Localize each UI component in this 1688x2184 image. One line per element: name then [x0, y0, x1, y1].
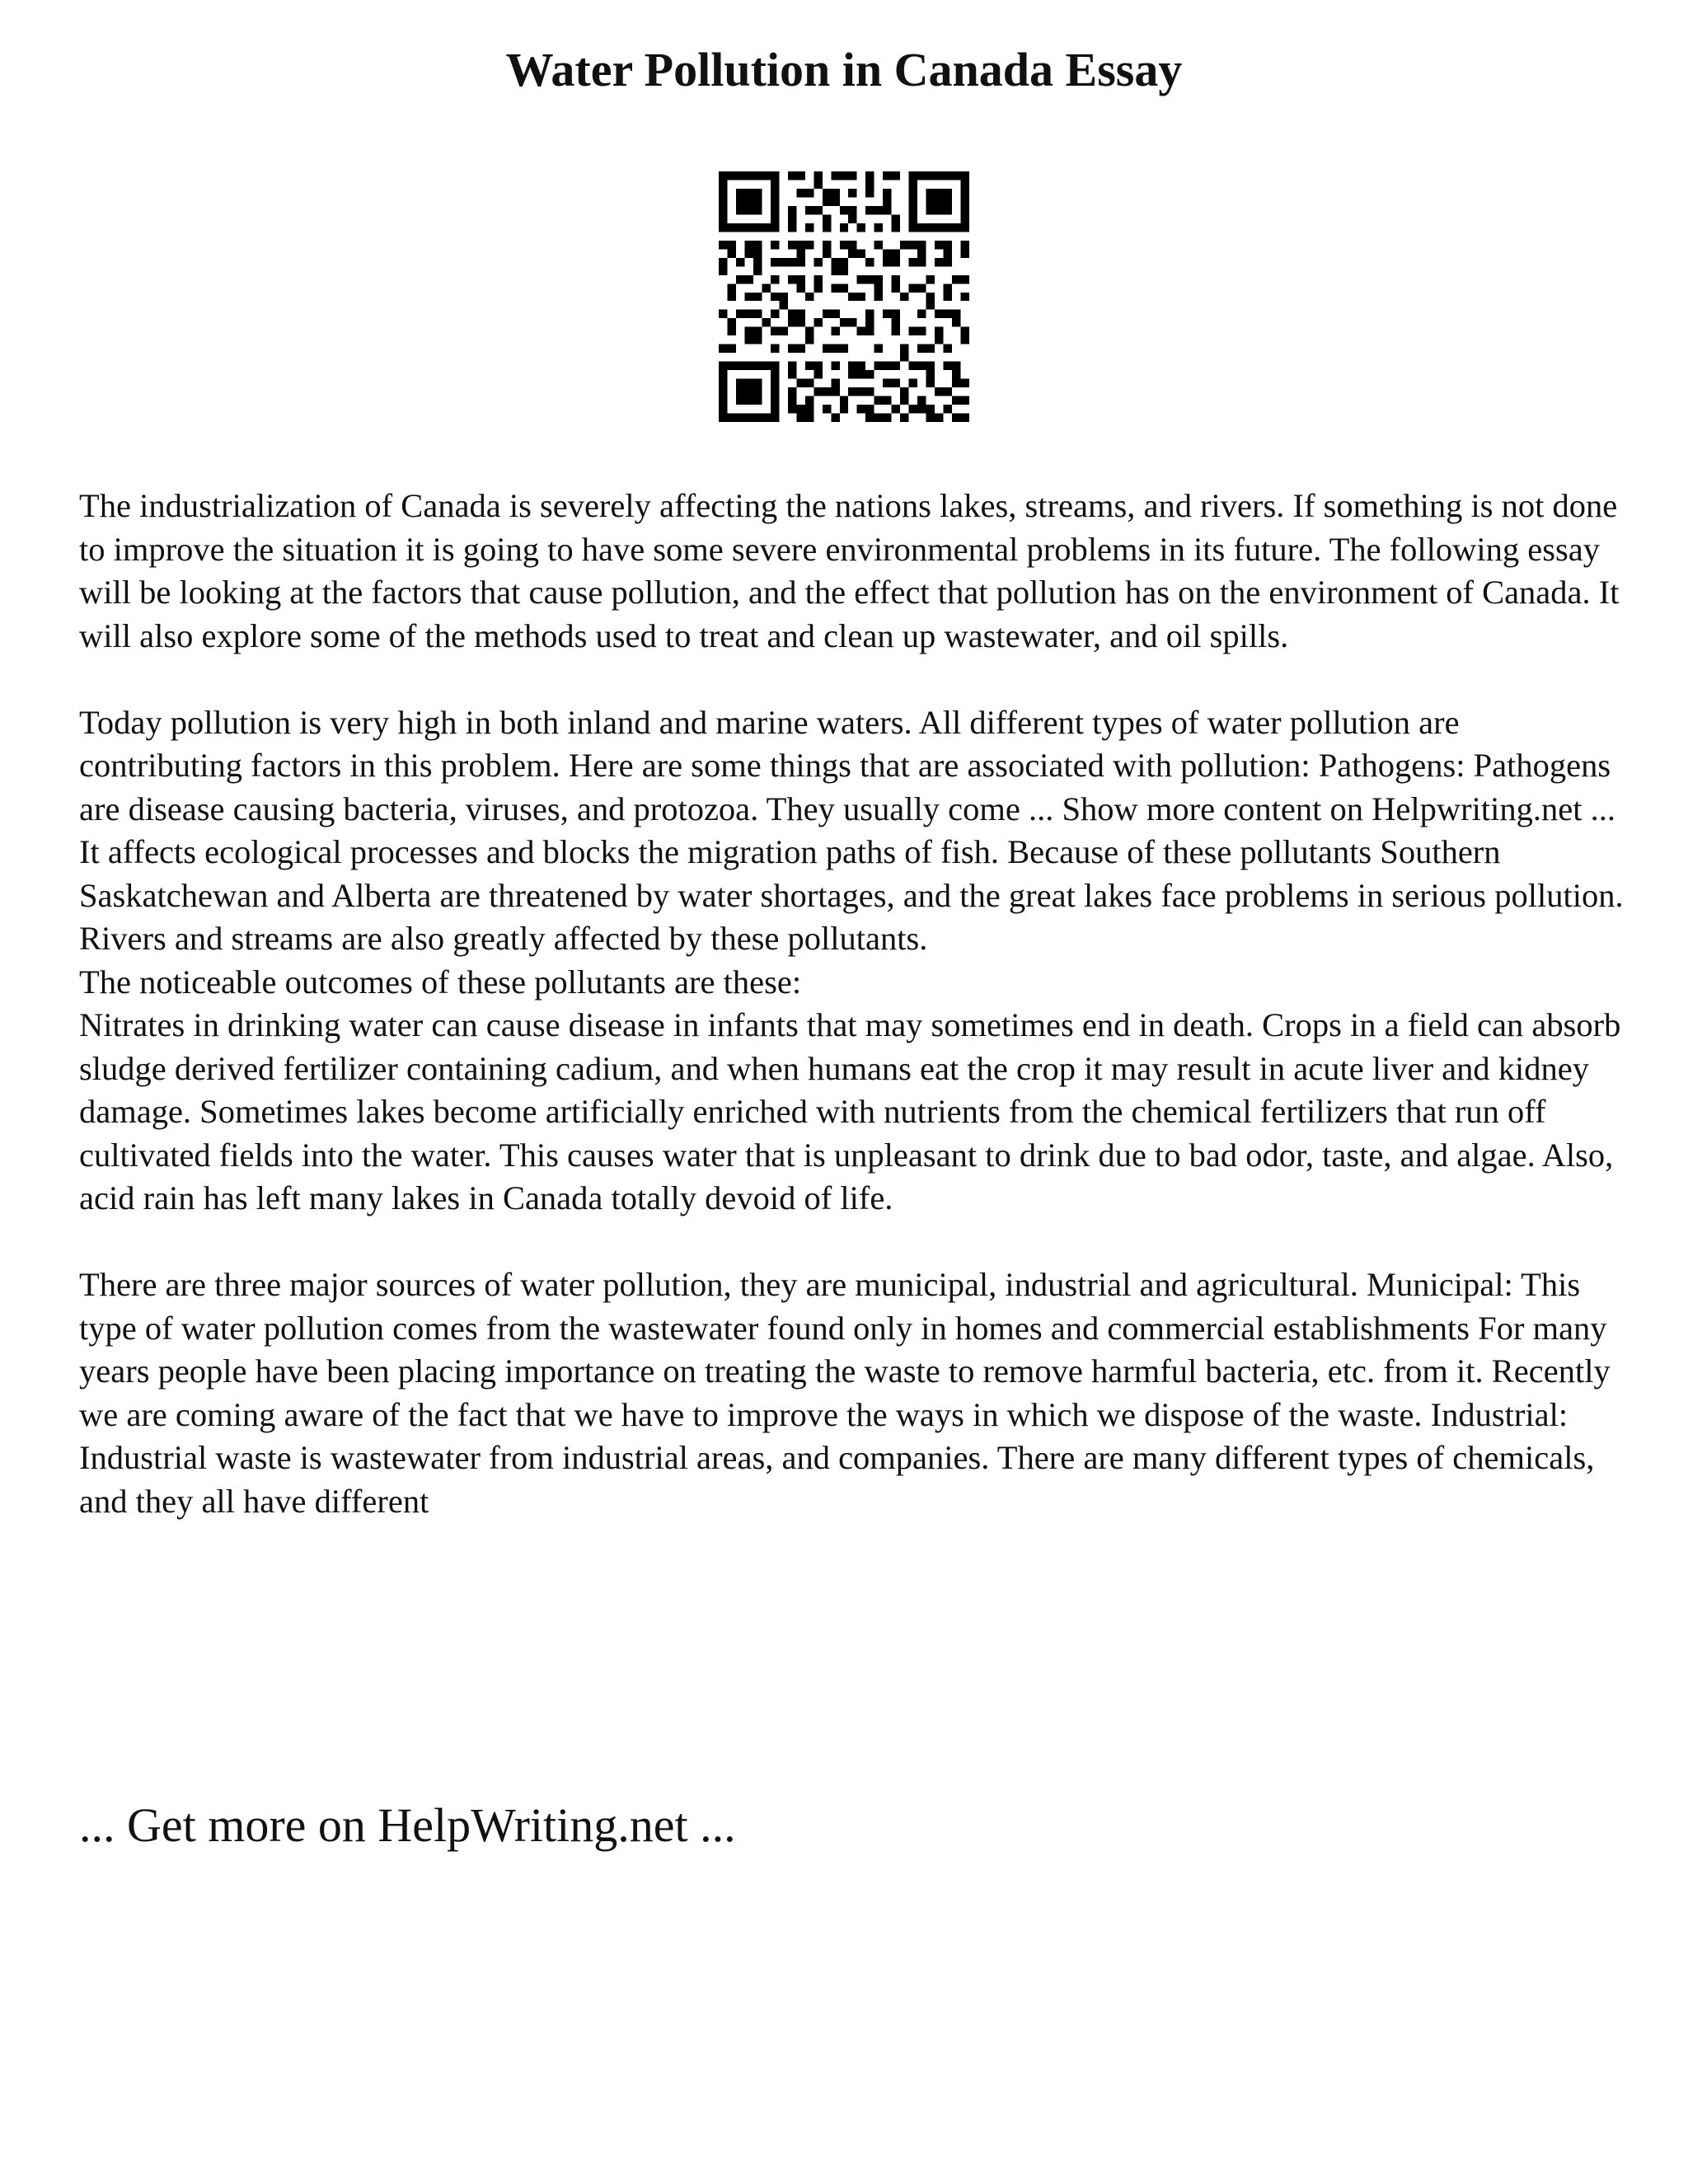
essay-body [79, 485, 1629, 1523]
paragraph-sources: There are three major sources of water pollution, they are municipal, industrial and agricultural. Municipal: This type of water pollution comes from the wastewater found only in homes and commercial establishments For many years people have been placing importance on treating the waste to remove harmful bacteria, etc. from it. Recently we are coming aware of the fact that we have to improve the ways in which we dispose of the waste. Industrial: Industrial waste is wastewater from industrial areas, and companies. There are many different types of chemicals, and they all have different [79, 1266, 1611, 1520]
paragraph-outcomes: Nitrates in drinking water can cause disease in infants that may sometimes end in death. Crops in a field can absorb sludge derived fertilizer containing cadium, and when humans eat the crop it may result in acute liver and kidney damage. Sometimes lakes become artificially enriched with nutrients from the chemical fertilizers that run off cultivated fields into the water. This causes water that is unpleasant to drink due to bad odor, taste, and algae. Also, acid rain has left many lakes in Canada totally devoid of life. [79, 1006, 1621, 1216]
paragraph-ecological-effects: It affects ecological processes and blocks the migration paths of fish. Because of these pollutants Southern [79, 833, 1501, 870]
paragraph-pollution-types: Today pollution is very high in both inland and marine waters. All different types of water pollution are contributing factors in this problem. Here are some things that are associated with pollution: Pathogens: Pathogens are disease causing bacteria, viruses, and protozoa. They usually come ... Show more content on Helpwriting.net ... [79, 703, 1615, 827]
page-title: Water Pollution in Canada Essay [505, 43, 1183, 96]
get-more-link[interactable]: ... Get more on HelpWriting.net ... [79, 1798, 736, 1852]
qr-code-icon [719, 171, 969, 422]
paragraph-water-shortages: Saskatchewan and Alberta are threatened by water shortages, and the great lakes face problems in serious pollution. Rivers and streams are also greatly affected by these pollutants. [79, 876, 1624, 957]
paragraph-outcomes-heading: The noticeable outcomes of these pollutants are these: [79, 963, 802, 1001]
paragraph-intro: The industrialization of Canada is severely affecting the nations lakes, streams, and rivers. If something is not done to improve the situation it is going to have some severe environmental problems in its future. The following essay will be looking at the factors that cause pollution, and the effect that pollution has on the environment of Canada. It will also explore some of the methods used to treat and clean up wastewater, and oil spills. [79, 487, 1620, 654]
